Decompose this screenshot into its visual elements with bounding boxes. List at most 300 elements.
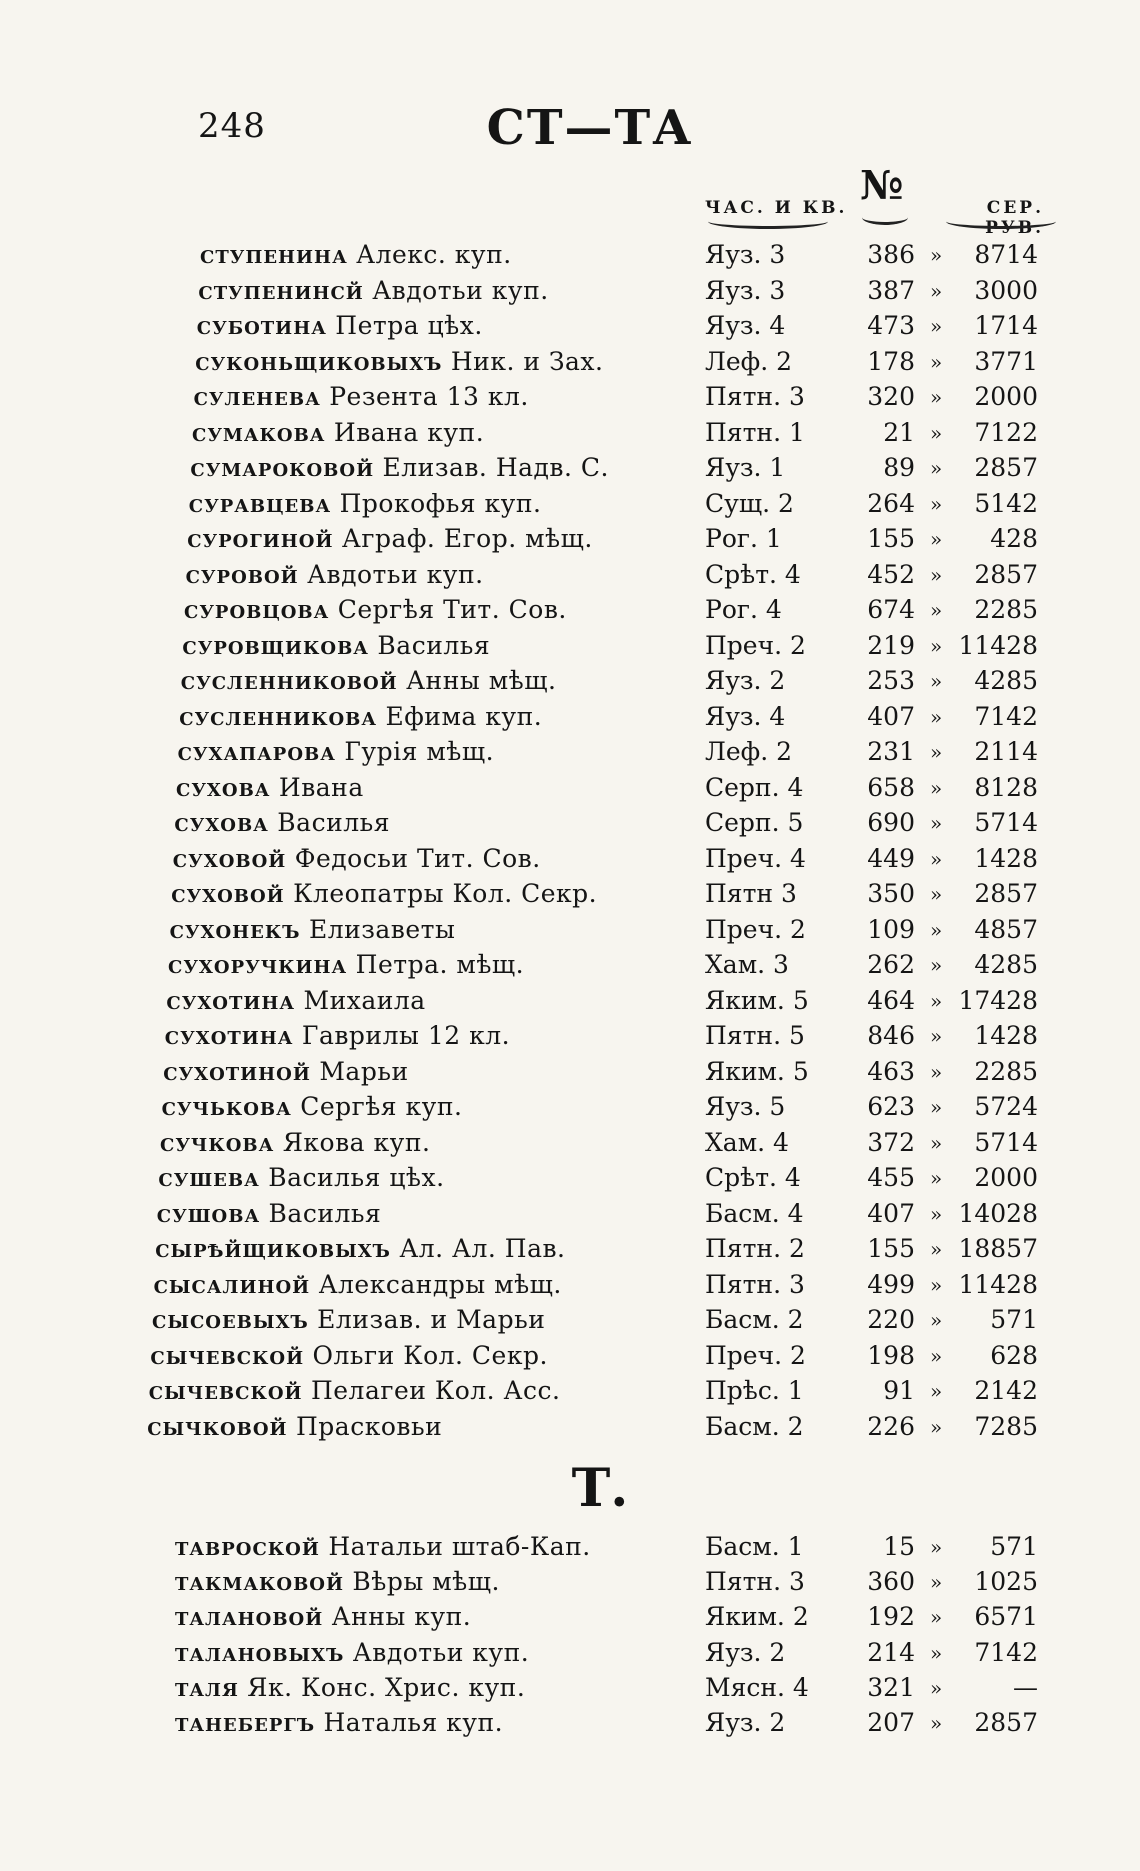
list-item: [0, 1126, 1140, 1160]
list-item: [0, 700, 1140, 734]
entry-separator: »: [930, 1272, 943, 1297]
entry-name: [182, 629, 490, 663]
entry-amount: 2114: [974, 737, 1038, 766]
entry-name: [194, 380, 529, 414]
entry-details: Сергѣя Тит. Сов.: [329, 595, 567, 624]
entry-district: Пятн. 2: [705, 1234, 805, 1263]
entry-amount: 7142: [974, 701, 1038, 731]
entry-name: [163, 1055, 408, 1089]
entry-separator: »: [930, 1201, 943, 1226]
entry-separator: »: [930, 846, 943, 871]
entry-details: Ефима куп.: [377, 701, 543, 731]
entry-district: Яуз. 2: [705, 666, 786, 695]
list-item: [0, 1706, 1140, 1740]
entry-name: [175, 1565, 500, 1599]
entry-name: [160, 1126, 430, 1160]
list-item: [0, 558, 1140, 592]
entry-name: [158, 1161, 444, 1195]
entry-district: Яуз. 3: [705, 275, 786, 305]
entry-house-number: 219: [867, 630, 915, 660]
entry-house-number: 262: [867, 950, 915, 979]
entry-amount: 571: [990, 1305, 1038, 1334]
column-header-number: №: [860, 162, 904, 209]
entry-amount: 3771: [974, 346, 1038, 376]
entry-separator: »: [930, 243, 943, 267]
entry-district: Серп. 5: [705, 808, 804, 837]
entry-amount: 11428: [958, 630, 1038, 660]
entry-details: Вѣры мѣщ.: [343, 1567, 500, 1597]
entry-amount: 7122: [974, 417, 1038, 447]
entry-house-number: 253: [867, 666, 915, 695]
entry-details: Резента 13 кл.: [320, 382, 529, 411]
entry-details: Прасковьи: [287, 1411, 443, 1441]
list-item: [0, 1374, 1140, 1408]
entry-details: Ольги Кол. Секр.: [304, 1340, 548, 1370]
entry-house-number: 455: [867, 1163, 915, 1192]
entry-name: [175, 1600, 471, 1634]
entry-district: Рог. 1: [705, 524, 782, 553]
list-item: [0, 380, 1140, 414]
entry-separator: »: [930, 1095, 943, 1119]
entry-amount: 2000: [974, 1163, 1038, 1192]
column-underline-number: [862, 210, 908, 225]
entry-separator: »: [930, 1675, 943, 1700]
entry-details: Сергѣя куп.: [291, 1092, 463, 1121]
entry-surname: сырѣйщиковыхъ: [155, 1234, 391, 1263]
entry-separator: »: [930, 1130, 943, 1155]
entry-surname: тавроской: [175, 1532, 320, 1561]
entry-surname: сумакова: [192, 417, 326, 447]
entry-name: [178, 735, 494, 769]
entry-details: Петра цѣх.: [326, 311, 483, 340]
entry-separator: »: [930, 527, 943, 551]
entry-house-number: 15: [883, 1532, 915, 1561]
entry-district: Басм. 2: [705, 1305, 804, 1334]
entry-district: Басм. 1: [705, 1532, 804, 1561]
entry-house-number: 623: [867, 1092, 915, 1121]
entry-separator: »: [930, 420, 943, 445]
entry-district: Срѣт. 4: [705, 559, 801, 589]
column-underline-amount: [946, 214, 1056, 229]
entry-surname: сухова: [176, 772, 271, 802]
entry-separator: »: [930, 811, 943, 835]
entry-details: Гаврилы 12 кл.: [293, 1021, 511, 1050]
entry-name: [174, 806, 390, 840]
entry-surname: суровщикова: [182, 630, 369, 660]
entry-name: [171, 877, 597, 911]
list-item: [0, 238, 1140, 272]
entry-details: Авдотьи куп.: [363, 275, 549, 305]
entry-amount: 2857: [974, 559, 1038, 589]
entry-amount: 11428: [958, 1269, 1038, 1299]
list-item: [0, 1530, 1140, 1564]
list-item: [0, 1671, 1140, 1705]
entry-house-number: 220: [867, 1305, 915, 1334]
list-item: [0, 1565, 1140, 1599]
page-number: 248: [198, 106, 266, 146]
entry-district: Пятн. 1: [705, 417, 805, 447]
entry-house-number: 214: [867, 1637, 915, 1667]
entry-surname: сухотина: [164, 1021, 294, 1050]
entry-name: [195, 345, 603, 379]
entry-house-number: 178: [867, 346, 915, 376]
entry-amount: 5142: [974, 488, 1038, 518]
entry-name: [181, 664, 557, 698]
list-item: [0, 416, 1140, 450]
entry-house-number: 198: [867, 1340, 915, 1370]
entry-amount: 2857: [974, 879, 1038, 908]
entry-district: Пятн. 5: [705, 1021, 805, 1050]
entry-separator: »: [930, 1570, 943, 1595]
entry-district: Леф. 2: [705, 737, 793, 766]
entry-separator: »: [930, 456, 943, 480]
entry-name: [157, 1197, 381, 1231]
entry-surname: сусленникова: [179, 701, 378, 731]
entry-house-number: 320: [867, 382, 915, 411]
entry-house-number: 473: [867, 311, 915, 340]
entry-district: Басм. 4: [705, 1198, 804, 1228]
entry-details: Клеопатры Кол. Секр.: [284, 879, 598, 908]
entry-district: Яуз. 1: [705, 453, 786, 482]
entry-separator: »: [930, 1343, 943, 1368]
entry-name: [186, 558, 484, 592]
entry-district: Яуз. 4: [705, 311, 786, 340]
entry-surname: сухотина: [166, 985, 296, 1015]
entry-house-number: 463: [867, 1056, 915, 1086]
list-item: [0, 1600, 1140, 1634]
column-header-amount: СЕР. РУВ.: [985, 198, 1044, 238]
column-header-district: ЧАС. И КВ.: [705, 198, 848, 218]
entry-surname: сычевской: [148, 1376, 303, 1405]
entry-district: Яким. 5: [705, 1056, 809, 1086]
list-item: [0, 593, 1140, 627]
entry-details: Авдотьи куп.: [344, 1637, 530, 1667]
entry-details: Василья: [260, 1198, 382, 1228]
entry-amount: 1714: [974, 311, 1038, 340]
entry-name: [155, 1232, 565, 1266]
entry-separator: »: [930, 278, 943, 303]
entry-separator: »: [930, 314, 943, 338]
entry-separator: »: [930, 349, 943, 374]
entry-district: Рог. 4: [705, 595, 782, 624]
entry-surname: суровцова: [184, 595, 330, 624]
list-item: [0, 984, 1140, 1018]
list-item: [0, 1268, 1140, 1302]
entry-district: Мясн. 4: [705, 1672, 809, 1702]
entry-amount: 4285: [974, 666, 1038, 695]
list-item: [0, 1090, 1140, 1124]
entry-name: [189, 487, 542, 521]
list-item: [0, 771, 1140, 805]
entry-surname: талановыхъ: [175, 1637, 345, 1667]
entry-district: Пятн. 3: [705, 1567, 805, 1597]
list-item: [0, 1161, 1140, 1195]
entry-surname: сучкова: [160, 1127, 275, 1157]
entry-house-number: 452: [867, 559, 915, 589]
entry-separator: »: [930, 385, 943, 409]
entry-surname: суровой: [185, 559, 299, 589]
entry-name: [190, 451, 609, 485]
entry-name: [184, 593, 567, 627]
entry-surname: сусленниковой: [180, 666, 398, 695]
entry-amount: 2285: [974, 1056, 1038, 1086]
entry-details: Петра. мѣщ.: [347, 950, 525, 979]
entry-name: [168, 948, 524, 982]
list-item: [0, 1636, 1140, 1670]
entry-amount: 4285: [974, 950, 1038, 979]
entry-house-number: 231: [867, 737, 915, 766]
entry-separator: »: [930, 1414, 943, 1439]
entry-surname: сушова: [156, 1198, 261, 1228]
entry-surname: сушева: [158, 1163, 260, 1192]
entry-separator: »: [930, 917, 943, 942]
entry-surname: такмаковой: [175, 1567, 344, 1597]
entry-house-number: 192: [867, 1602, 915, 1632]
entry-separator: »: [930, 1308, 943, 1332]
entry-amount: 2142: [974, 1376, 1038, 1405]
entry-separator: »: [930, 598, 943, 622]
entry-surname: суравцева: [188, 488, 332, 518]
entry-surname: таля: [175, 1672, 239, 1702]
entry-name: [176, 771, 364, 805]
entry-details: Авдотьи куп.: [298, 559, 484, 589]
entry-name: [175, 1671, 525, 1705]
entry-house-number: 350: [867, 879, 915, 908]
entry-surname: сухова: [174, 808, 269, 837]
entry-amount: —: [1013, 1672, 1038, 1702]
entry-separator: »: [930, 775, 943, 800]
list-item: [0, 1232, 1140, 1266]
entry-amount: 6571: [974, 1602, 1038, 1632]
entry-details: Прокофья куп.: [331, 488, 542, 518]
entry-details: Ник. и Зах.: [442, 346, 604, 376]
entry-details: Александры мѣщ.: [310, 1269, 562, 1299]
list-item: [0, 1339, 1140, 1373]
entry-name: [154, 1268, 562, 1302]
entry-surname: ступенина: [200, 240, 348, 269]
entry-surname: танебергъ: [175, 1708, 316, 1737]
entry-amount: 5724: [974, 1092, 1038, 1121]
entry-district: Яуз. 4: [705, 701, 786, 731]
entry-separator: »: [930, 633, 943, 658]
entry-district: Сущ. 2: [705, 488, 794, 518]
entry-district: Хам. 3: [705, 950, 789, 979]
list-item: [0, 629, 1140, 663]
entry-surname: талановой: [175, 1602, 324, 1632]
entry-surname: сычковой: [147, 1411, 288, 1441]
entry-name: [149, 1374, 561, 1408]
entry-district: Пятн 3: [705, 879, 797, 908]
entry-house-number: 372: [867, 1127, 915, 1157]
list-item: [0, 735, 1140, 769]
entry-amount: 1428: [974, 843, 1038, 873]
entry-amount: 3000: [974, 275, 1038, 305]
entry-amount: 18857: [958, 1234, 1038, 1263]
entry-house-number: 321: [867, 1672, 915, 1702]
entry-district: Яким. 5: [705, 985, 809, 1015]
entry-details: Натальи штаб-Кап.: [319, 1532, 591, 1561]
entry-details: Наталья куп.: [315, 1708, 504, 1737]
entry-house-number: 386: [867, 240, 915, 269]
entry-separator: »: [930, 562, 943, 587]
entry-separator: »: [930, 1059, 943, 1084]
entry-house-number: 387: [867, 275, 915, 305]
list-item: [0, 664, 1140, 698]
entry-amount: 8128: [974, 772, 1038, 802]
entry-surname: сумароковой: [190, 453, 375, 482]
list-item: [0, 1055, 1140, 1089]
entry-house-number: 155: [867, 524, 915, 553]
entry-separator: »: [930, 1535, 943, 1559]
entry-separator: »: [930, 1711, 943, 1735]
entry-district: Прѣс. 1: [705, 1376, 804, 1405]
entry-name: [179, 700, 542, 734]
entry-details: Василья: [268, 808, 390, 837]
entry-details: Як. Конс. Хрис. куп.: [238, 1672, 526, 1702]
entry-details: Ивана куп.: [325, 417, 485, 447]
entry-surname: сурогиной: [187, 524, 334, 553]
entry-house-number: 360: [867, 1567, 915, 1597]
entry-amount: 428: [990, 524, 1038, 553]
entry-details: Михаила: [295, 985, 426, 1015]
entry-surname: суховой: [171, 879, 285, 908]
entry-house-number: 407: [867, 1198, 915, 1228]
entry-amount: 5714: [974, 1127, 1038, 1157]
entry-name: [147, 1410, 442, 1444]
entry-amount: 571: [990, 1532, 1038, 1561]
entry-amount: 2857: [974, 453, 1038, 482]
entry-surname: суховой: [172, 843, 287, 873]
entry-details: Василья цѣх.: [259, 1163, 445, 1192]
entry-district: Хам. 4: [705, 1127, 789, 1157]
entry-details: Марьи: [310, 1056, 409, 1086]
entry-house-number: 449: [867, 843, 915, 873]
entry-details: Аграф. Егор. мѣщ.: [333, 524, 593, 553]
entry-separator: »: [930, 953, 943, 977]
entry-amount: 4857: [974, 914, 1038, 944]
list-item: [0, 806, 1140, 840]
entry-house-number: 674: [867, 595, 915, 624]
entry-surname: сысалиной: [153, 1269, 311, 1299]
entry-amount: 628: [990, 1340, 1038, 1370]
entry-name: [150, 1339, 548, 1373]
entry-district: Серп. 4: [705, 772, 804, 802]
entry-surname: сухонекъ: [169, 914, 301, 944]
entry-district: Яуз. 5: [705, 1092, 786, 1121]
entry-surname: сучькова: [161, 1092, 292, 1121]
entry-district: Преч. 2: [705, 1340, 806, 1370]
entry-district: Срѣт. 4: [705, 1163, 801, 1192]
entry-name: [175, 1636, 529, 1670]
entry-district: Яуз. 3: [705, 240, 786, 269]
list-item: [0, 913, 1140, 947]
entry-surname: суленева: [193, 382, 321, 411]
entry-amount: 7142: [974, 1637, 1038, 1667]
entry-district: Яким. 2: [705, 1602, 809, 1632]
entry-district: Яуз. 2: [705, 1708, 786, 1737]
entry-separator: »: [930, 1024, 943, 1048]
entry-house-number: 499: [867, 1269, 915, 1299]
entry-separator: »: [930, 491, 943, 516]
entry-surname: ступенинсй: [198, 275, 364, 305]
list-item: [0, 877, 1140, 911]
entry-details: Анны мѣщ.: [397, 666, 557, 695]
entry-amount: 1025: [974, 1567, 1038, 1597]
entry-details: Елизав. и Марьи: [308, 1305, 546, 1334]
entry-details: Ивана: [270, 772, 364, 802]
entry-district: Басм. 2: [705, 1411, 804, 1441]
entry-district: Преч. 2: [705, 630, 806, 660]
list-item: [0, 1019, 1140, 1053]
list-item: [0, 487, 1140, 521]
entry-name: [170, 913, 456, 947]
entry-name: [175, 1530, 591, 1564]
entry-house-number: 91: [883, 1376, 915, 1405]
entry-separator: »: [930, 1605, 943, 1630]
entry-surname: сухоручкина: [168, 950, 348, 979]
entry-name: [152, 1303, 545, 1337]
entry-amount: 7285: [974, 1411, 1038, 1441]
section-letter: Т.: [571, 1458, 629, 1519]
entry-surname: сысоевыхъ: [152, 1305, 309, 1334]
entry-details: Василья: [368, 630, 491, 660]
entry-separator: »: [930, 704, 943, 729]
column-underline-district: [708, 214, 828, 229]
entry-house-number: 464: [867, 985, 915, 1015]
entry-name: [198, 274, 548, 308]
entry-house-number: 207: [867, 1708, 915, 1737]
list-item: [0, 522, 1140, 556]
entry-amount: 2285: [974, 595, 1038, 624]
entry-details: Ал. Ал. Пав.: [390, 1234, 566, 1263]
list-item: [0, 451, 1140, 485]
list-item: [0, 274, 1140, 308]
entry-name: [173, 842, 541, 876]
entry-separator: »: [930, 1237, 943, 1261]
entry-district: Преч. 4: [705, 843, 806, 873]
entry-amount: 8714: [974, 240, 1038, 269]
entry-separator: »: [930, 1166, 943, 1190]
entry-separator: »: [930, 1640, 943, 1665]
entry-amount: 2857: [974, 1708, 1038, 1737]
entry-district: Преч. 2: [705, 914, 806, 944]
entry-details: Пелагеи Кол. Асс.: [302, 1376, 561, 1405]
entry-name: [197, 309, 483, 343]
entry-separator: »: [930, 988, 943, 1013]
entry-details: Якова куп.: [274, 1127, 431, 1157]
entry-surname: суботина: [196, 311, 327, 340]
entry-amount: 14028: [958, 1198, 1038, 1228]
entry-name: [165, 1019, 510, 1053]
entry-details: Федосьи Тит. Сов.: [286, 843, 541, 873]
entry-surname: сухапарова: [177, 737, 336, 766]
entry-details: Елизаветы: [300, 914, 456, 944]
list-item: [0, 1197, 1140, 1231]
entry-house-number: 846: [867, 1021, 915, 1050]
entry-amount: 17428: [958, 985, 1038, 1015]
entry-house-number: 407: [867, 701, 915, 731]
entry-name: [162, 1090, 463, 1124]
entry-district: Леф. 2: [705, 346, 793, 376]
entry-amount: 1428: [974, 1021, 1038, 1050]
entry-house-number: 264: [867, 488, 915, 518]
entry-surname: сухотиной: [163, 1056, 311, 1086]
list-item: [0, 309, 1140, 343]
list-item: [0, 842, 1140, 876]
entry-separator: »: [930, 669, 943, 693]
entry-details: Елизав. Надв. С.: [374, 453, 609, 482]
entry-district: Пятн. 3: [705, 382, 805, 411]
